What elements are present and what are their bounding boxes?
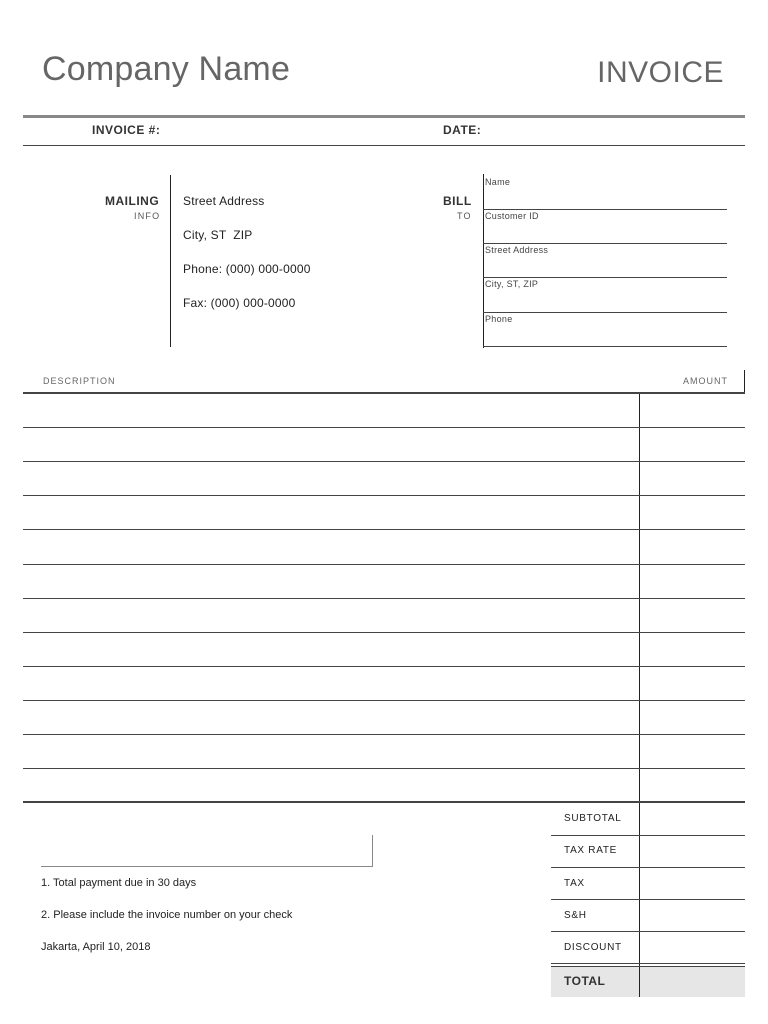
signature-line-edge — [372, 835, 373, 867]
header-divider — [23, 115, 745, 118]
item-row-line[interactable] — [23, 666, 745, 667]
total-label: TOTAL — [564, 974, 606, 988]
mailing-divider — [170, 175, 171, 347]
amount-header: AMOUNT — [683, 376, 728, 386]
item-row-line[interactable] — [23, 461, 745, 462]
mailing-label: MAILING — [105, 194, 160, 208]
tax-label: TAX — [564, 878, 585, 889]
invoice-number-label: INVOICE #: — [92, 123, 161, 137]
company-name: Company Name — [42, 50, 291, 88]
bill-name-label: Name — [485, 177, 511, 187]
subtotal-label: SUBTOTAL — [564, 813, 622, 824]
info-divider — [23, 145, 745, 146]
bill-to-label: BILL — [443, 194, 472, 208]
discount-label: DISCOUNT — [564, 942, 622, 953]
tax-value[interactable] — [551, 899, 745, 900]
bill-to-sublabel: TO — [457, 211, 472, 221]
mailing-fax: Fax: (000) 000-0000 — [183, 296, 296, 310]
bill-phone-field[interactable] — [483, 346, 727, 347]
discount-value[interactable] — [551, 963, 745, 964]
subtotal-value[interactable] — [551, 835, 745, 836]
item-row-line[interactable] — [23, 632, 745, 633]
item-row-line[interactable] — [23, 564, 745, 565]
item-row-line[interactable] — [23, 700, 745, 701]
items-bottom-line — [23, 801, 745, 803]
total-column-divider — [639, 967, 640, 997]
bill-city-field[interactable] — [483, 312, 727, 313]
tax-rate-value[interactable] — [551, 867, 745, 868]
bill-customer-id-field[interactable] — [483, 243, 727, 244]
bill-customer-id-label: Customer ID — [485, 211, 539, 221]
mailing-street: Street Address — [183, 194, 265, 208]
item-row-line[interactable] — [23, 427, 745, 428]
bill-to-divider — [483, 174, 484, 348]
mailing-phone: Phone: (000) 000-0000 — [183, 262, 311, 276]
item-row-line[interactable] — [23, 598, 745, 599]
mailing-city: City, ST ZIP — [183, 228, 253, 242]
item-row-line[interactable] — [23, 734, 745, 735]
item-row-line[interactable] — [23, 768, 745, 769]
amount-header-edge — [744, 370, 745, 393]
sh-label: S&H — [564, 910, 587, 921]
signature-line[interactable] — [41, 866, 373, 867]
place-date: Jakarta, April 10, 2018 — [41, 941, 151, 953]
tax-rate-label: TAX RATE — [564, 845, 618, 856]
item-row-line[interactable] — [23, 495, 745, 496]
bill-city-label: City, ST, ZIP — [485, 279, 539, 289]
date-label: DATE: — [443, 123, 482, 137]
note-invoice-number: 2. Please include the invoice number on your check — [41, 909, 293, 921]
bill-street-label: Street Address — [485, 245, 549, 255]
sh-value[interactable] — [551, 931, 745, 932]
item-row-line[interactable] — [23, 529, 745, 530]
note-payment-terms: 1. Total payment due in 30 days — [41, 877, 197, 889]
description-header: DESCRIPTION — [43, 376, 116, 386]
mailing-sublabel: INFO — [134, 211, 161, 221]
bill-phone-label: Phone — [485, 314, 513, 324]
bill-street-field[interactable] — [483, 277, 727, 278]
invoice-title: INVOICE — [597, 56, 724, 89]
items-header-divider — [23, 392, 745, 394]
bill-name-field[interactable] — [483, 209, 727, 210]
